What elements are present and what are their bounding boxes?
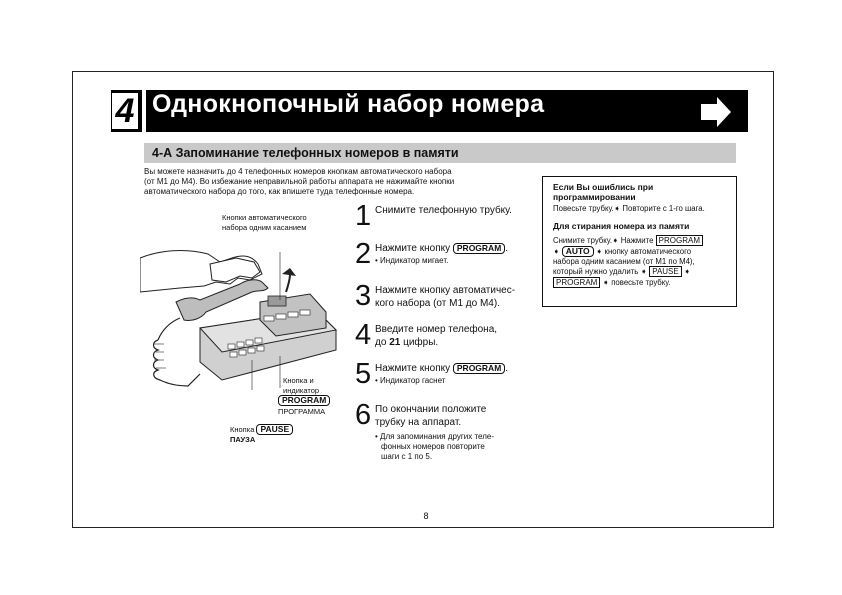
step-number: 4 xyxy=(355,319,372,351)
program-key-illustration xyxy=(278,395,330,417)
program-indicator-label: Кнопка и индикатор xyxy=(283,376,320,395)
autodial-buttons-label: Кнопки автоматического набора одним касанием xyxy=(222,213,307,232)
step-subtext: • Индикатор мигает. xyxy=(375,255,449,265)
program-key: PROGRAM xyxy=(656,235,703,246)
step-number: 2 xyxy=(355,238,372,270)
step-subtext: • Для запоминания других теле- фонных номеров повторите шаги с 1 по 5. xyxy=(375,432,495,461)
step-text: Нажмите кнопку автоматичес- xyxy=(375,285,516,296)
intro-line: (от M1 до M4). Во избежание неправильной работы аппарата не нажимайте кнопки xyxy=(144,177,455,186)
program-key: PROGRAM xyxy=(453,363,505,374)
auto-key: AUTO xyxy=(562,246,594,257)
section-title: 4-А Запоминание телефонных номеров в памяти xyxy=(144,143,736,163)
step-text: Нажмите кнопку xyxy=(375,363,451,374)
page-number: 8 xyxy=(423,511,429,521)
step-text: По окончании положите xyxy=(375,404,487,415)
step-text: Нажмите кнопку xyxy=(375,243,451,254)
chapter-number: 4 xyxy=(112,93,138,129)
page-title: Однокнопочный набор номера xyxy=(152,90,545,118)
title-divider xyxy=(142,90,146,132)
pause-key: PAUSE xyxy=(256,424,293,435)
step-text: Снимите телефонную трубку. xyxy=(375,205,512,216)
intro-text xyxy=(144,167,529,197)
step-subtext: • Индикатор гаснет xyxy=(375,375,446,385)
note-box: Если Вы ошиблись при программировании Повесьте трубку.➧ Повторите с 1-го шага. Для стирания номера из памяти Снимите трубку.➧ Нажмите PROGRAM ➧ AUTO ➧ кнопку автоматического набора одним касанием (от M1 по M4), который нужно удалить ➧ PAUSE ➧ PROGRAM ➧ повесьте трубку. xyxy=(542,176,737,307)
step-text: кого набора (от M1 до M4). xyxy=(375,297,500,309)
programma-label: ПРОГРАММА xyxy=(278,407,326,416)
note-heading: Если Вы ошиблись при xyxy=(553,182,654,192)
step-number: 1 xyxy=(355,200,372,232)
telephone-illustration xyxy=(140,240,340,390)
program-key: PROGRAM xyxy=(453,243,505,254)
step-text: трубку на аппарат. xyxy=(375,416,462,428)
next-arrow-icon xyxy=(701,104,719,120)
step-number: 5 xyxy=(355,358,372,390)
intro-line: автоматического набора до того, как впишете туда телефонные номера. xyxy=(144,187,415,196)
intro-line: Вы можете назначить до 4 телефонных номеров кнопкам автоматического набора xyxy=(144,167,452,176)
note-text: Повесьте трубку.➧ Повторите с 1-го шага. xyxy=(553,204,705,213)
program-key: PROGRAM xyxy=(553,277,600,288)
step-number: 3 xyxy=(355,280,372,312)
step-number: 6 xyxy=(355,399,372,431)
program-key: PROGRAM xyxy=(278,395,330,406)
pause-key-label: Кнопка PAUSE ПАУЗА xyxy=(230,424,293,445)
note-heading: Для стирания номера из памяти xyxy=(553,220,690,231)
pause-key: PAUSE xyxy=(649,266,682,277)
step-text: Введите номер телефона, xyxy=(375,324,498,335)
